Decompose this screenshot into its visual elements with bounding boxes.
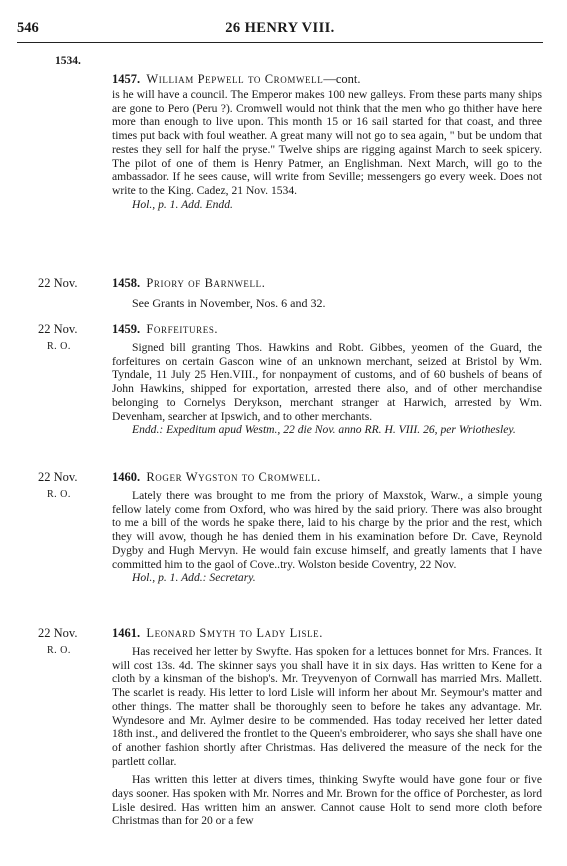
entry-heading (112, 626, 542, 641)
entry-title: Forfeitures. (146, 322, 219, 336)
entry-title: Leonard Smyth to Lady Lisle. (146, 626, 323, 640)
entry-title: William Pepwell to Cromwell (146, 72, 324, 86)
entry-body: is he will have a council. The Emperor makes 100 new galleys. From these parts many ships are gone to Pero (Peru ?). Cromwell would not think that the men who go thither have here more than enough to live upon. This month 15 or 16 sail started for that coast, and three times put back with foul weather. A great many will not go to sea again, " but be undom that restes they sell for half the pryse." Twelve ships are rigging against March to seek spicery. The pilot of one of them is Henry Patmer, an Englishman. Next March, will go to the ambassador. If he sees cause, will write from Seville; messengers go every week. Does not write to the King. Cadez, 21 Nov. 1534. (112, 88, 542, 197)
entry-number: 1461. (112, 626, 141, 640)
record-office-mark: R. O. (47, 645, 71, 656)
entry-date: 22 Nov. (38, 322, 78, 336)
entry-endorsement: Endd.: Expeditum apud Westm., 22 die Nov. anno RR. H. VIII. 26, per Wriothesley. (132, 423, 516, 437)
entry-heading (112, 72, 542, 87)
entry-body: Has received her letter by Swyfte. Has spoken for a lettuces bonnet for Mrs. Frances. It will cost 13s. 4d. The skinner says you shall have it in six days. Has written to Kene for a cloth by a kinsman of the bishop's. Mr. Treyvenyon of Cornwall has married Mrs. Mallett. The scarlet is ready. His letter to lord Lisle will inform her about Mr. Seymour's matter and other things. The matter shall be thoroughly seen to before he takes any advantage. Mr. Wyndesore and Mr. Aylmer desire to be commended. Has today received her letter dated 18th inst., and delivered the frontlet to the Queen's embroiderer, who says she shall have one of another fashion shortly after Christmas. Has delivered the measure of the neck for the partlett collar. (112, 645, 542, 768)
entry-heading (112, 276, 542, 291)
record-office-mark: R. O. (47, 489, 71, 500)
entry-number: 1458. (112, 276, 141, 290)
entry-body-continued: Has written this letter at divers times, thinking Swyfte would have gone four or five days sooner. Has spoken with Mr. Norres and Mr. Brown for the office of Porchester, as lord Lisle desired. Has written him an answer. Cannot cause Holt to send more cloth before Christmas than for 20 or a few (112, 773, 542, 828)
entry-body: Lately there was brought to me from the priory of Maxstok, Warw., a simple young fellow lately come from Oxford, who was hired by the said priory. There was also brought to me a bill of the words he spake there, laid to his charge by the prior and the rest, which they will avow, though he has denied them in his examination before Dr. Cave, Reynold Dygby and Hugh Mervyn. He would fain excuse himself, and greatly laments that I have committed him to the gaol of Cove..try. Wolston beside Coventry, 22 Nov. (112, 489, 542, 571)
entry-number: 1459. (112, 322, 141, 336)
entry-number: 1460. (112, 470, 141, 484)
entry-title: Roger Wygston to Cromwell. (146, 470, 321, 484)
entry-date: 22 Nov. (38, 626, 78, 640)
entry-body: Signed bill granting Thos. Hawkins and Robt. Gibbes, yeomen of the Guard, the forfeitures on certain Gascon wine of an unknown merchant, seized at Bristol by Wm. Tyndale, 11 July 25 Hen.VIII., for nonpayment of customs, and of 60 bushels of beans of John Hawkins, shipped for exportation, arrested there also, and of other merchandise belonging to Cornelys Derykson, merchant stranger at Harwich, arrested by Wm. Devenham, searcher at Ipswich, and to other merchants. (112, 341, 542, 423)
page-number: 546 (17, 20, 39, 36)
entry-title: Priory of Barnwell. (146, 276, 266, 290)
entry-endorsement: Hol., p. 1. Add.: Secretary. (132, 571, 256, 585)
entry-date: 22 Nov. (38, 470, 78, 484)
entry-number: 1457. (112, 72, 141, 86)
entry-date: 22 Nov. (38, 276, 78, 290)
running-title: 26 HENRY VIII. (225, 20, 335, 36)
record-office-mark: R. O. (47, 341, 71, 352)
header-rule (17, 42, 543, 43)
entry-heading (112, 322, 542, 337)
margin-year: 1534. (55, 55, 81, 67)
entry-endorsement: Hol., p. 1. Add. Endd. (132, 197, 233, 211)
entry-heading (112, 470, 542, 485)
entry-cross-reference: See Grants in November, Nos. 6 and 32. (132, 296, 326, 310)
running-header (17, 20, 543, 40)
entry-title-suffix: —cont. (323, 72, 361, 86)
